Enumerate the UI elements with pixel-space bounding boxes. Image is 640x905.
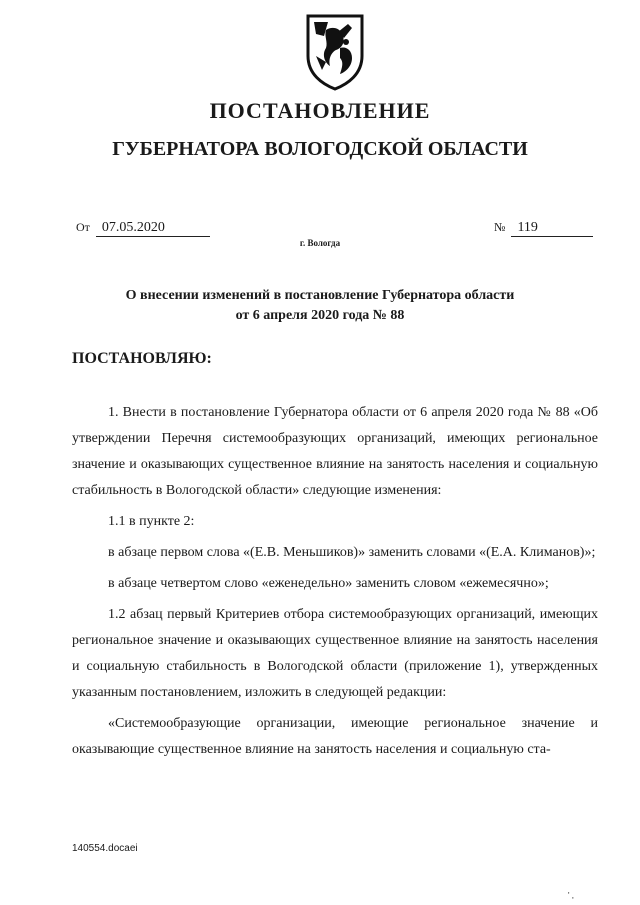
- subject-line-1: О внесении изменений в постановление Губернатора области: [125, 288, 515, 303]
- number-value: 119: [511, 220, 593, 237]
- paragraph-3: в абзаце первом слова «(Е.В. Меньшиков)» заменить словами «(Е.А. Климанов)»;: [108, 545, 596, 560]
- date-prefix: От: [76, 220, 90, 234]
- subject-line-2: от 6 апреля 2020 года № 88: [235, 308, 405, 323]
- number-field: [494, 220, 593, 237]
- number-prefix: №: [494, 220, 506, 234]
- paragraph-2: 1.1 в пункте 2:: [108, 514, 195, 529]
- paragraph-6: «Системообразующие организации, имеющие региональное значение и оказывающие существенное влияние на занятость населения и социальную ста-: [72, 716, 598, 757]
- paragraph-1: 1. Внести в постановление Губернатора области от 6 апреля 2020 года № 88 «Об утверждении Перечня системообразующих организаций, имеющих региональное значение и оказывающих существенное влияние на занятость населения и социальную стабильность в Вологодской области» следующие изменения:: [72, 405, 598, 498]
- paragraph-5: 1.2 абзац первый Критериев отбора системообразующих организаций, имеющих региональное значение и оказывающих существенное влияние на занятость населения и социальную стабильность в Вологодской области (приложение 1), утвержденных указанным постановлением, изложить в следующей редакции:: [72, 607, 598, 700]
- document-subtitle: ГУБЕРНАТОРА ВОЛОГОДСКОЙ ОБЛАСТИ: [112, 138, 528, 160]
- footer-filename: 140554.docaei: [72, 843, 138, 854]
- document-title: ПОСТАНОВЛЕНИЕ: [209, 98, 431, 123]
- paragraph-4: в абзаце четвертом слово «еженедельно» заменить словом «ежемесячно»;: [108, 576, 549, 591]
- subject-heading: [0, 286, 640, 326]
- date-value: 07.05.2020: [96, 220, 210, 237]
- decree-heading: ПОСТАНОВЛЯЮ:: [72, 350, 212, 367]
- city-label: г. Вологда: [299, 238, 341, 248]
- date-field: [76, 220, 210, 237]
- document-body: [72, 400, 598, 763]
- page-marks: ' ,: [568, 891, 574, 900]
- coat-of-arms-icon: [302, 12, 368, 92]
